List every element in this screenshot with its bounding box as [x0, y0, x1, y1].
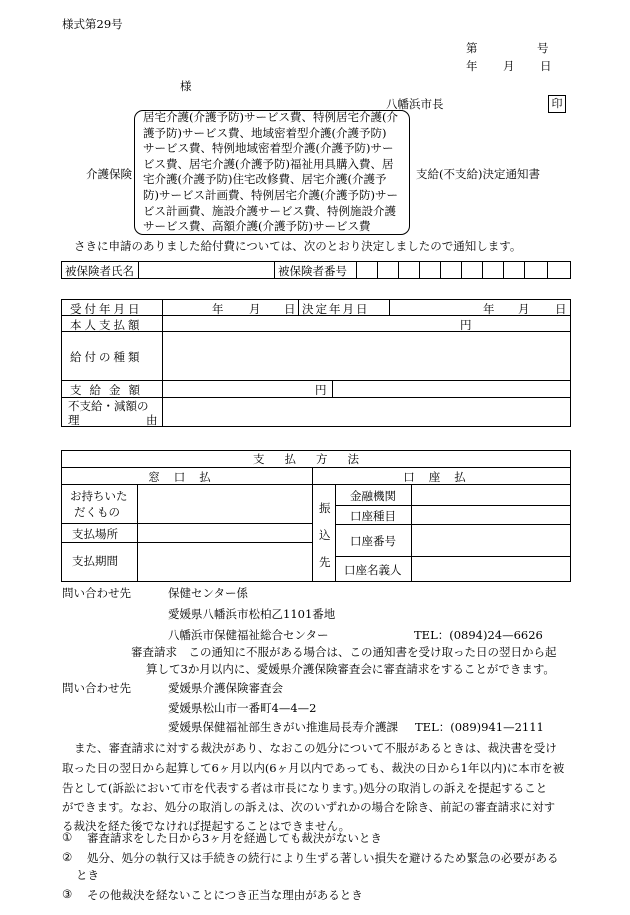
insured-name-label: 被保険者氏名 — [65, 264, 134, 278]
self-pay-label: 本人支払額 — [70, 318, 143, 332]
exception-1-num: ① — [62, 830, 73, 844]
doc-number-suffix: 号 — [537, 41, 549, 55]
addressee-honorific: 様 — [180, 79, 192, 93]
insured-number-label: 被保険者番号 — [278, 264, 347, 278]
decision-month: 月 — [518, 302, 530, 316]
date-day: 日 — [540, 59, 552, 73]
exception-2-text: 処分、処分の執行又は手続きの続行により生ずる著しい損失を避けるため緊急の必要がある — [87, 851, 559, 865]
payment-place-label: 支払場所 — [72, 527, 118, 541]
doc-number-prefix: 第 — [466, 41, 478, 55]
exception-2-num: ② — [62, 850, 73, 864]
lawsuit-line2: 取った日の翌日から起算して6ヶ月以内(6ヶ月以内であっても、裁決の日から1年以内)に本市を被 — [62, 761, 565, 775]
reason-label-line2-left: 理 — [68, 413, 80, 427]
decision-day: 日 — [555, 302, 567, 316]
exception-3-num: ③ — [62, 887, 73, 901]
payment-amount-label: 支給金額 — [70, 383, 148, 397]
exception-1-text: 審査請求をした日から3ヶ月を経過しても裁決がないとき — [87, 831, 382, 845]
contact1-office: 保健センター係 — [168, 586, 249, 600]
lawsuit-line5: る裁決を経た後でなければ提起することはできません。 — [62, 819, 351, 833]
exception-3-text: その他裁決を経ないことにつき正当な理由があるとき — [87, 888, 363, 902]
exception-2-text-cont: とき — [76, 868, 99, 882]
contact2-address: 愛媛県松山市一番町4—4—2 — [168, 701, 317, 715]
contact1-label: 問い合わせ先 — [62, 586, 131, 600]
contact2-dept: 愛媛県保健福祉部生きがい推進局長寿介護課 — [168, 720, 398, 734]
bank-label: 金融機関 — [350, 489, 396, 503]
payment-period-label: 支払期間 — [72, 554, 118, 568]
decision-date-label: 決定年月日 — [302, 302, 370, 316]
benefit-type-label: 給付の種類 — [70, 350, 143, 364]
bring-items-label-2: だくもの — [74, 505, 120, 519]
title-right: 支給(不支給)決定通知書 — [416, 167, 540, 181]
counter-title: 窓口払 — [148, 470, 225, 484]
date-month: 月 — [503, 59, 515, 73]
services-list: 居宅介護(介護予防)サービス費、特例居宅介護(介 護予防)サービス費、地域密着型介護(介護予防) サービス費、特例地域密着型介護(介護予防)サー ビス費、居宅介護(介護予防)福祉用具購入費、居 宅介護(介護予防)住宅改修費、居宅介護(介護予 防)サービス計画費、特例居宅介護(介護予防)サー ビス計画費、施設介護サービス費、特例施設介護 サービス費、高額介護(介護予防)サービス費 — [143, 110, 398, 234]
account-title: 口座払 — [403, 470, 480, 484]
self-pay-unit: 円 — [460, 318, 472, 332]
contact2-tel: TEL：(089)941—2111 — [415, 720, 544, 734]
transfer-char-1: 振 — [319, 501, 331, 515]
payment-amount-unit: 円 — [315, 383, 327, 397]
lawsuit-line3: 告として(訴訟において市を代表する者は市長になります。)処分の取消しの訴えを提起すること — [62, 781, 548, 795]
received-year: 年 — [212, 302, 224, 316]
bring-items-label-1: お持ちいた — [70, 489, 128, 503]
form-number: 様式第29号 — [62, 17, 123, 31]
contact1-address: 愛媛県八幡浜市松柏乙1101番地 — [168, 607, 336, 621]
account-number-label: 口座番号 — [350, 534, 396, 548]
contact1-tel: TEL：(0894)24—6626 — [414, 628, 543, 642]
received-date-label: 受付年月日 — [70, 302, 143, 316]
intro-text: さきに申請のありました給付費については、次のとおり決定しましたので通知します。 — [74, 239, 522, 253]
reason-label-line2-right: 由 — [146, 413, 158, 427]
payment-method-title: 支払方法 — [253, 452, 379, 466]
decision-year: 年 — [483, 302, 495, 316]
transfer-char-2: 込 — [319, 528, 331, 542]
contact1-center: 八幡浜市保健福祉総合センター — [168, 628, 329, 642]
title-left: 介護保険 — [86, 167, 132, 181]
seal-mark: 印 — [548, 95, 566, 113]
contact2-name: 愛媛県介護保険審査会 — [168, 681, 283, 695]
lawsuit-line1: また、審査請求に対する裁決があり、なおこの処分について不服があるときは、裁決書を受け — [74, 741, 557, 755]
transfer-char-3: 先 — [319, 555, 331, 569]
review-line1: 審査請求 この通知に不服がある場合は、この通知書を受け取った日の翌日から起 — [131, 645, 557, 659]
account-type-label: 口座種目 — [350, 509, 396, 523]
received-month: 月 — [249, 302, 261, 316]
date-year: 年 — [466, 59, 478, 73]
contact2-label: 問い合わせ先 — [62, 681, 131, 695]
mayor-title: 八幡浜市長 — [386, 97, 444, 111]
received-day: 日 — [284, 302, 296, 316]
reason-label-line1: 不支給・減額の — [68, 399, 149, 413]
account-holder-label: 口座名義人 — [344, 563, 402, 577]
review-line2: 算して3か月以内に、愛媛県介護保険審査会に審査請求をすることができます。 — [146, 662, 555, 676]
lawsuit-line4: ができます。なお、処分の取消しの訴えは、次のいずれかの場合を除き、前記の審査請求に対す — [62, 800, 556, 814]
